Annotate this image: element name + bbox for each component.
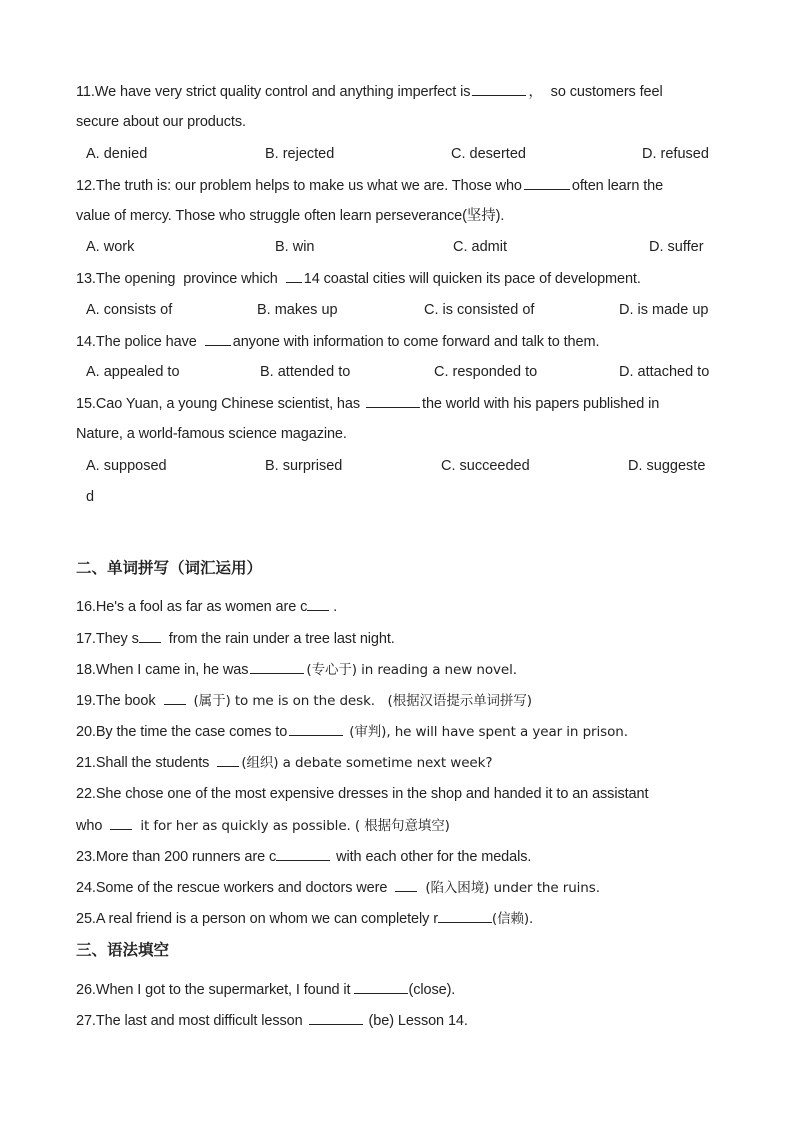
option-a[interactable]: A. supposed: [86, 458, 167, 474]
answer-blank[interactable]: [354, 979, 408, 994]
question-17: [76, 628, 395, 649]
option-b[interactable]: B. makes up: [257, 302, 338, 318]
answer-blank[interactable]: [276, 846, 330, 861]
question-27: [76, 1010, 468, 1031]
question-14: [76, 331, 599, 352]
question-text: (属于) to me is on the desk. (根据汉语提示单词拼写): [193, 693, 532, 709]
option-c[interactable]: C. is consisted of: [424, 302, 535, 318]
question-16: [76, 596, 337, 617]
answer-blank[interactable]: [250, 659, 304, 674]
answer-blank[interactable]: [395, 877, 417, 892]
option-b[interactable]: B. attended to: [260, 364, 351, 380]
question-text: 18.When I came in, he was: [76, 662, 249, 678]
question-13: [76, 268, 641, 289]
question-22-line2: [76, 815, 450, 836]
option-d[interactable]: D. refused: [642, 146, 709, 162]
option-c[interactable]: C. deserted: [451, 146, 526, 162]
question-text: from the rain under a tree last night.: [168, 631, 395, 647]
question-26: [76, 979, 455, 1000]
answer-blank[interactable]: [110, 815, 132, 830]
question-text: who: [76, 818, 103, 834]
question-text: 15.Cao Yuan, a young Chinese scientist, has: [76, 396, 361, 412]
question-text: (组织) a debate sometime next week?: [241, 755, 493, 771]
question-text: .: [333, 599, 338, 615]
question-text: it for her as quickly as possible. ( 根据句意填空): [140, 818, 450, 834]
section-heading-spelling: 二、单词拼写（词汇运用）: [76, 559, 263, 577]
question-text: 21.Shall the students: [76, 755, 210, 771]
option-c[interactable]: C. admit: [453, 239, 507, 255]
question-15-line2: Nature, a world-famous science magazine.: [76, 426, 347, 442]
question-11: [76, 81, 663, 102]
question-text: 16.He's a fool as far as women are c: [76, 599, 308, 615]
option-a[interactable]: A. work: [86, 239, 135, 255]
question-text: (be) Lesson 14.: [368, 1013, 468, 1029]
answer-blank[interactable]: [217, 752, 239, 767]
question-text: 23.More than 200 runners are c: [76, 849, 277, 865]
question-text: 12.The truth is: our problem helps to make us what we are. Those who: [76, 178, 522, 194]
option-a[interactable]: A. denied: [86, 146, 148, 162]
question-text: (专心于) in reading a new novel.: [306, 662, 517, 678]
answer-blank[interactable]: [524, 175, 570, 190]
question-19: [76, 690, 532, 711]
option-a[interactable]: A. appealed to: [86, 364, 180, 380]
question-text: 24.Some of the rescue workers and doctors were: [76, 880, 388, 896]
answer-blank[interactable]: [438, 908, 492, 923]
question-25: [76, 908, 533, 929]
option-c[interactable]: C. responded to: [434, 364, 538, 380]
question-text: (审判), he will have spent a year in prison.: [349, 724, 628, 740]
question-20: [76, 721, 628, 742]
question-text: 14 coastal cities will quicken its pace of development.: [303, 271, 641, 287]
question-11-line2: secure about our products.: [76, 114, 246, 130]
option-d[interactable]: D. suffer: [649, 239, 704, 255]
answer-blank[interactable]: [289, 721, 343, 736]
question-text: 27.The last and most difficult lesson: [76, 1013, 303, 1029]
option-d[interactable]: D. attached to: [619, 364, 710, 380]
question-23: [76, 846, 531, 867]
option-b[interactable]: B. rejected: [265, 146, 335, 162]
question-text: often learn the: [571, 178, 664, 194]
answer-blank[interactable]: [205, 331, 231, 346]
section-heading-grammar: 三、语法填空: [76, 941, 170, 959]
option-d[interactable]: D. suggeste: [628, 458, 706, 474]
question-21: [76, 752, 492, 773]
question-text: 17.They s: [76, 631, 139, 647]
answer-blank[interactable]: [309, 1010, 363, 1025]
option-d[interactable]: D. is made up: [619, 302, 709, 318]
question-12-line2: value of mercy. Those who struggle often learn perseverance(坚持).: [76, 208, 505, 224]
answer-blank[interactable]: [164, 690, 186, 705]
question-text: (close).: [408, 982, 456, 998]
question-text: 20.By the time the case comes to: [76, 724, 288, 740]
question-text: 19.The book: [76, 693, 156, 709]
answer-blank[interactable]: [139, 628, 161, 643]
question-18: [76, 659, 517, 680]
question-12: [76, 175, 663, 196]
question-text: the world with his papers published in: [422, 396, 660, 412]
question-text: (陷入困境) under the ruins.: [425, 880, 600, 896]
answer-blank[interactable]: [286, 268, 302, 283]
question-text: 14.The police have: [76, 334, 197, 350]
option-b[interactable]: B. win: [275, 239, 315, 255]
question-text: 11.We have very strict quality control and anything imperfect is: [76, 84, 471, 100]
question-text: (信赖).: [491, 911, 534, 927]
option-d-wrap: d: [86, 489, 95, 505]
question-15: [76, 393, 659, 414]
answer-blank[interactable]: [366, 393, 420, 408]
answer-blank[interactable]: [472, 81, 526, 96]
answer-blank[interactable]: [307, 596, 329, 611]
question-text: 13.The opening province which: [76, 271, 278, 287]
option-b[interactable]: B. surprised: [265, 458, 343, 474]
question-text: 25.A real friend is a person on whom we can completely r: [76, 911, 438, 927]
option-c[interactable]: C. succeeded: [441, 458, 530, 474]
question-text: with each other for the medals.: [336, 849, 532, 865]
question-22: 22.She chose one of the most expensive dresses in the shop and handed it to an assistant: [76, 786, 649, 802]
question-24: [76, 877, 600, 898]
option-a[interactable]: A. consists of: [86, 302, 173, 318]
question-text: 26.When I got to the supermarket, I found it: [76, 982, 351, 998]
question-text: ， so customers feel: [528, 84, 663, 100]
question-text: anyone with information to come forward and talk to them.: [232, 334, 600, 350]
